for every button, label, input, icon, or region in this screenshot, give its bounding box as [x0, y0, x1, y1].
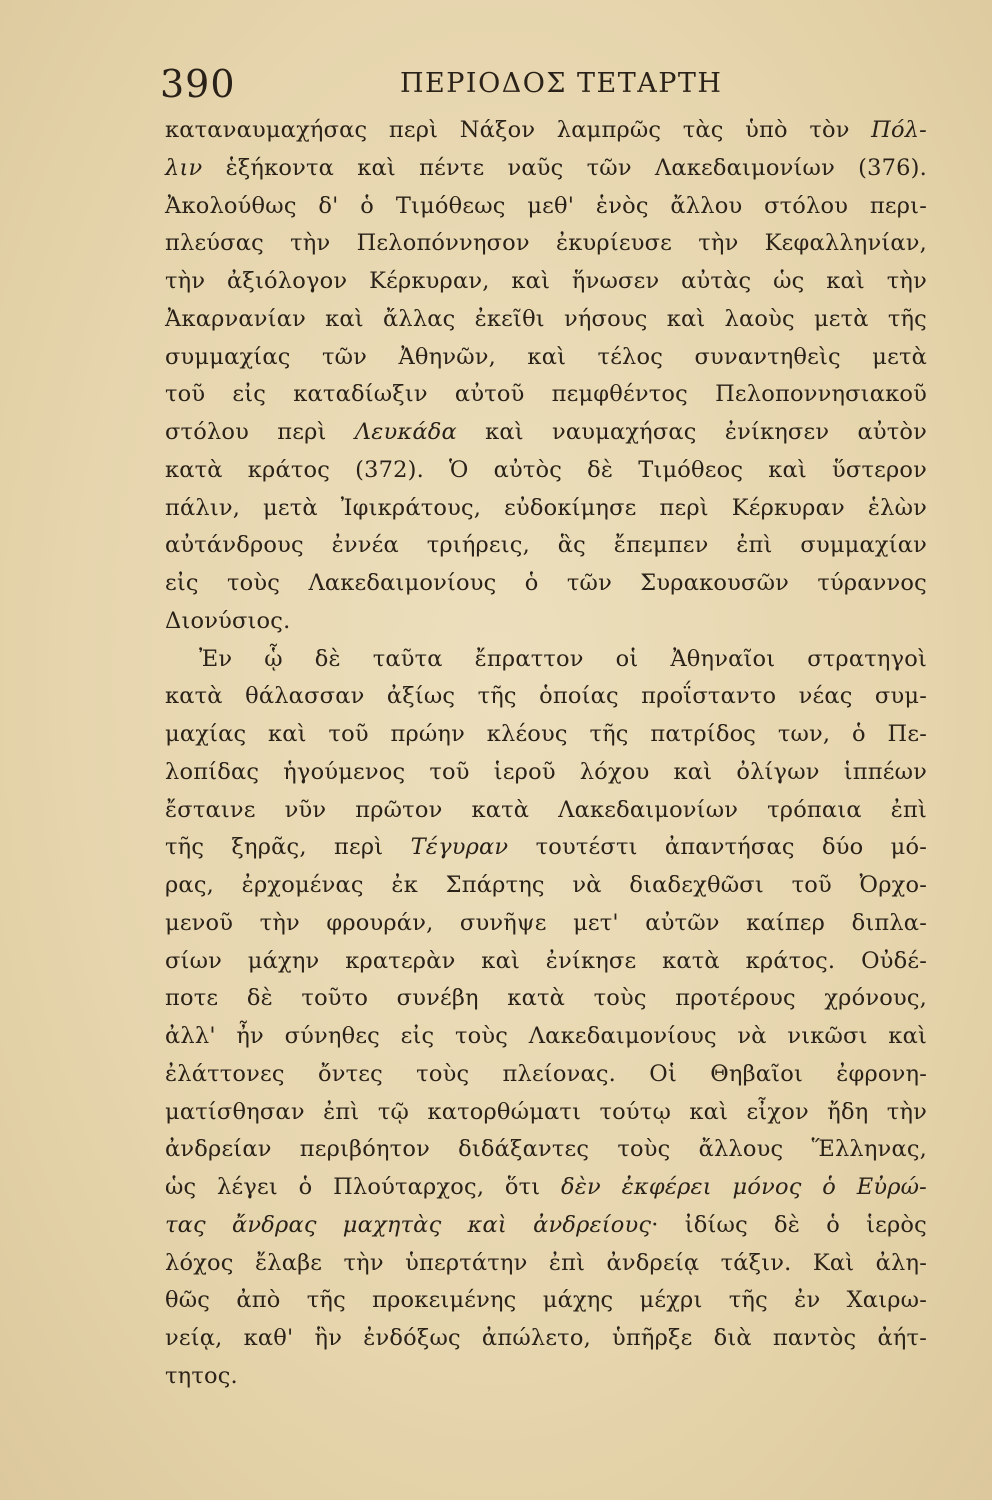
text-line [165, 263, 927, 301]
text-segment: θῶς ἀπὸ τῆς προκειμένης μάχης μέχρι τῆς ἐν Χαιρω- [165, 1287, 927, 1314]
text-segment: ἑξήκοντα καὶ πέντε ναῦς τῶν Λακεδαιμονίων (376). [202, 154, 927, 181]
text-line [165, 980, 927, 1018]
text-line [165, 339, 927, 377]
text-line [165, 452, 927, 490]
text-line [165, 150, 927, 188]
text-line [165, 754, 927, 792]
text-segment: λοπίδας ἡγούμενος τοῦ ἱεροῦ λόχου καὶ ὀλίγων ἱππέων [165, 758, 927, 785]
text-line [165, 1282, 927, 1320]
text-line [165, 867, 927, 905]
text-segment: καὶ ναυμαχήσας ἐνίκησεν αὐτὸν [456, 419, 927, 445]
page-number: 390 [160, 62, 236, 106]
text-line [165, 527, 927, 565]
text-segment: ἀλλ' ἦν σύνηθες εἰς τοὺς Λακεδαιμονίους νὰ νικῶσι καὶ [165, 1023, 927, 1049]
text-line [165, 1018, 927, 1056]
running-head: ΠΕΡΙΟΔΟΣ ΤΕΤΑΡΤΗ [400, 68, 723, 99]
text-segment: τοῦ εἰς καταδίωξιν αὐτοῦ πεμφθέντος Πελοποννησιακοῦ [165, 381, 927, 408]
text-line [165, 1320, 927, 1358]
italic-text-segment: τας ἄνδρας μαχητὰς καὶ ἀνδρείους [165, 1211, 652, 1238]
text-segment: Ἐν ᾧ δὲ ταῦτα ἔπραττον οἱ Ἀθηναῖοι στρατηγοὶ [199, 645, 927, 672]
text-line [165, 188, 927, 226]
text-segment: καταναυμαχήσας περὶ Νάξον λαμπρῶς τὰς ὑπὸ τὸν [165, 117, 872, 143]
text-line [165, 678, 927, 716]
text-segment: κατὰ κράτος (372). Ὁ αὐτὸς δὲ Τιμόθεος καὶ ὕστερον [165, 456, 927, 483]
text-line [165, 792, 927, 830]
text-segment: σίων μάχην κρατερὰν καὶ ἐνίκησε κατὰ κράτος. Οὐδέ- [165, 947, 927, 974]
text-segment: ἀνδρείαν περιβόητον διδάξαντες τοὺς ἄλλους Ἕλληνας, [165, 1136, 927, 1163]
text-line [165, 225, 927, 263]
text-segment: τὴν ἀξιόλογον Κέρκυραν, καὶ ἥνωσεν αὐτὰς ὡς καὶ τὴν [165, 268, 927, 294]
text-line [165, 565, 927, 603]
italic-text-segment: Τέγυραν [410, 834, 509, 861]
text-line [165, 829, 927, 867]
page-header [160, 62, 860, 112]
text-segment: ὡς λέγει ὁ Πλούταρχος, ὅτι [165, 1174, 562, 1200]
text-segment: μαχίας καὶ τοῦ πρώην κλέους τῆς πατρίδος των, ὁ Πε- [165, 721, 927, 747]
text-segment: πλεύσας τὴν Πελοπόννησον ἐκυρίευσε τὴν Κεφαλληνίαν, [165, 230, 927, 257]
text-segment: συμμαχίας τῶν Ἀθηνῶν, καὶ τέλος συναντηθεὶς μετὰ [165, 343, 927, 370]
text-segment: λόχος ἔλαβε τὴν ὑπερτάτην ἐπὶ ἀνδρείᾳ τάξιν. Καὶ ἀλη- [165, 1249, 927, 1276]
text-line [165, 905, 927, 943]
text-segment: Ἀκαρνανίαν καὶ ἄλλας ἐκεῖθι νήσους καὶ λαοὺς μετὰ τῆς [165, 305, 927, 332]
text-segment: τουτέστι ἀπαντήσας δύο μό- [508, 834, 928, 861]
text-line [165, 1131, 927, 1169]
text-line [165, 112, 927, 150]
text-segment: τῆς ξηρᾶς, περὶ [165, 834, 411, 861]
italic-text-segment: Λευκάδα [354, 419, 457, 445]
italic-text-segment: Πόλ- [871, 117, 927, 143]
text-line [165, 301, 927, 339]
text-line [165, 641, 927, 679]
text-segment: νείᾳ, καθ' ἣν ἐνδόξως ἀπώλετο, ὑπῆρξε διὰ παντὸς ἀήτ- [165, 1325, 927, 1351]
text-segment: ἔσταινε νῦν πρῶτον κατὰ Λακεδαιμονίων τρόπαια ἐπὶ [165, 796, 927, 823]
text-segment: εἰς τοὺς Λακεδαιμονίους ὁ τῶν Συρακουσῶν τύραννος [165, 570, 927, 596]
text-segment: αὐτάνδρους ἐννέα τριήρεις, ἃς ἔπεμπεν ἐπὶ συμμαχίαν [165, 532, 927, 559]
italic-text-segment: δὲν ἐκφέρει μόνος ὁ Εὐρώ- [561, 1174, 927, 1200]
text-line [165, 943, 927, 981]
text-segment: πάλιν, μετὰ Ἰφικράτους, εὐδοκίμησε περὶ Κέρκυραν ἑλὼν [165, 494, 927, 521]
text-line [165, 1056, 927, 1094]
text-line [165, 1245, 927, 1283]
text-segment: · ἰδίως δὲ ὁ ἱερὸς [651, 1211, 927, 1238]
text-line [165, 1358, 927, 1396]
text-segment: μενοῦ τὴν φρουράν, συνῆψε μετ' αὐτῶν καίπερ διπλα- [165, 909, 927, 936]
text-segment: ἐλάττονες ὄντες τοὺς πλείονας. Οἱ Θηβαῖοι ἐφρονη- [165, 1060, 927, 1087]
text-line [165, 716, 927, 754]
text-line [165, 603, 927, 641]
text-line [165, 376, 927, 414]
italic-text-segment: λιν [165, 154, 203, 181]
text-line [165, 1094, 927, 1132]
body-text [165, 112, 927, 1396]
text-segment: ρας, ἐρχομένας ἐκ Σπάρτης νὰ διαδεχθῶσι τοῦ Ὀρχο- [165, 872, 927, 898]
text-line [165, 1169, 927, 1207]
text-line [165, 1207, 927, 1245]
text-segment: στόλου περὶ [165, 419, 355, 445]
text-segment: κατὰ θάλασσαν ἀξίως τῆς ὁποίας προΐσταντο νέας συμ- [165, 683, 927, 710]
text-line [165, 490, 927, 528]
text-segment: Διονύσιος. [165, 607, 291, 634]
text-line [165, 414, 927, 452]
text-segment: Ἀκολούθως δ' ὁ Τιμόθεως μεθ' ἑνὸς ἄλλου στόλου περι- [165, 192, 927, 219]
text-segment: τητος. [165, 1362, 238, 1389]
text-segment: ματίσθησαν ἐπὶ τῷ κατορθώματι τούτῳ καὶ εἶχον ἤδη τὴν [165, 1098, 927, 1125]
text-segment: ποτε δὲ τοῦτο συνέβη κατὰ τοὺς προτέρους χρόνους, [165, 985, 927, 1012]
